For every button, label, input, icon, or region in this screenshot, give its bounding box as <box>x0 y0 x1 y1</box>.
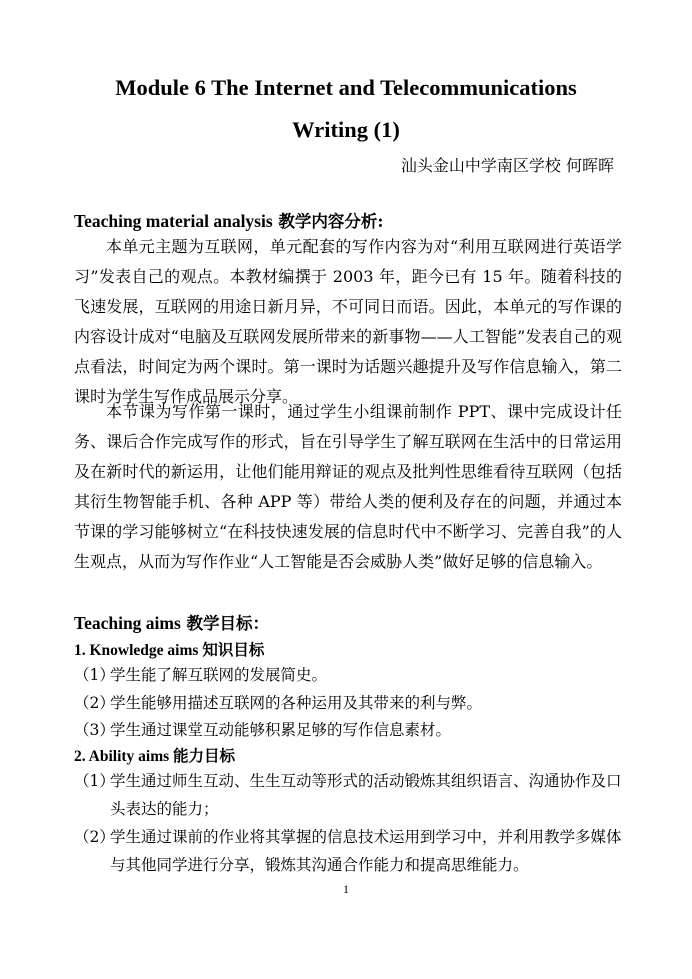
subheading-knowledge-aims <box>74 640 264 661</box>
subheading-cn: 能力目标 <box>173 746 236 765</box>
list-item <box>74 689 622 717</box>
list-item-number: （3） <box>74 721 115 739</box>
list-item-number: （2） <box>74 828 115 846</box>
author-line: 汕头金山中学南区学校 何晖晖 <box>400 156 614 175</box>
section-heading-cn: 教学目标： <box>180 614 270 633</box>
subheading-en: 2. Ability aims <box>74 748 174 765</box>
document-subtitle: Writing (1) <box>292 117 400 142</box>
subheading-ability-aims <box>74 746 235 767</box>
section-heading-en: Teaching aims <box>74 613 181 633</box>
paragraph-lesson-design: 本节课为写作第一课时，通过学生小组课前制作 PPT、课中完成设计任务、课后合作完成写作的形式，旨在引导学生了解互联网在生活中的日常运用及在新时代的新运用，让他们能用辩证的观点及批判性思维看待互联网（包括其衍生物智能手机、各种 APP 等）带给人类的便利及存在的问题，并通过本节课的学习能够树立“在科技快速发展的信息时代中不断学习、完善自我”的人生观点，从而为写作作业“人工智能是否会威胁人类”做好足够的信息输入。 <box>74 402 622 571</box>
section-heading-material-analysis <box>74 210 384 233</box>
section-heading-en: Teaching material analysis <box>74 211 273 231</box>
list-item-number: （1） <box>74 666 115 684</box>
list-item-text: 学生通过课堂互动能够积累足够的写作信息素材。 <box>110 721 452 739</box>
list-item-number: （1） <box>74 772 115 790</box>
subheading-en: 1. Knowledge aims <box>74 642 203 659</box>
paragraph-unit-overview: 本单元主题为互联网，单元配套的写作内容为对“利用互联网进行英语学习”发表自己的观点。本教材编撰于 2003 年，距今已有 15 年。随着科技的飞速发展，互联网的用途日新月异，不可同日而语。因此，本单元的写作课的内容设计成对“电脑及互联网发展所带来的新事物——人工智能”发表自己的观点看法，时间定为两个课时。第一课时为话题兴趣提升及写作信息输入，第二课时为学生写作成品展示分享。 <box>74 237 622 406</box>
list-item <box>74 823 622 879</box>
document-title: Module 6 The Internet and Telecommunications <box>115 75 577 100</box>
section-heading-cn: 教学内容分析: <box>272 212 384 231</box>
list-item <box>74 767 622 823</box>
list-item <box>74 716 622 744</box>
list-item-text: 学生通过课前的作业将其掌握的信息技术运用到学习中，并利用教学多媒体与其他同学进行分享，锻炼其沟通合作能力和提高思维能力。 <box>110 828 622 874</box>
subheading-cn: 知识目标 <box>202 640 265 659</box>
list-item-number: （2） <box>74 694 115 712</box>
page-number: 1 <box>343 882 349 896</box>
list-item-text: 学生能了解互联网的发展简史。 <box>110 666 328 684</box>
list-item-text: 学生能够用描述互联网的各种运用及其带来的利与弊。 <box>110 694 483 712</box>
list-item-text: 学生通过师生互动、生生互动等形式的活动锻炼其组织语言、沟通协作及口头表达的能力； <box>110 772 622 818</box>
section-heading-teaching-aims <box>74 612 269 635</box>
list-item <box>74 661 622 689</box>
